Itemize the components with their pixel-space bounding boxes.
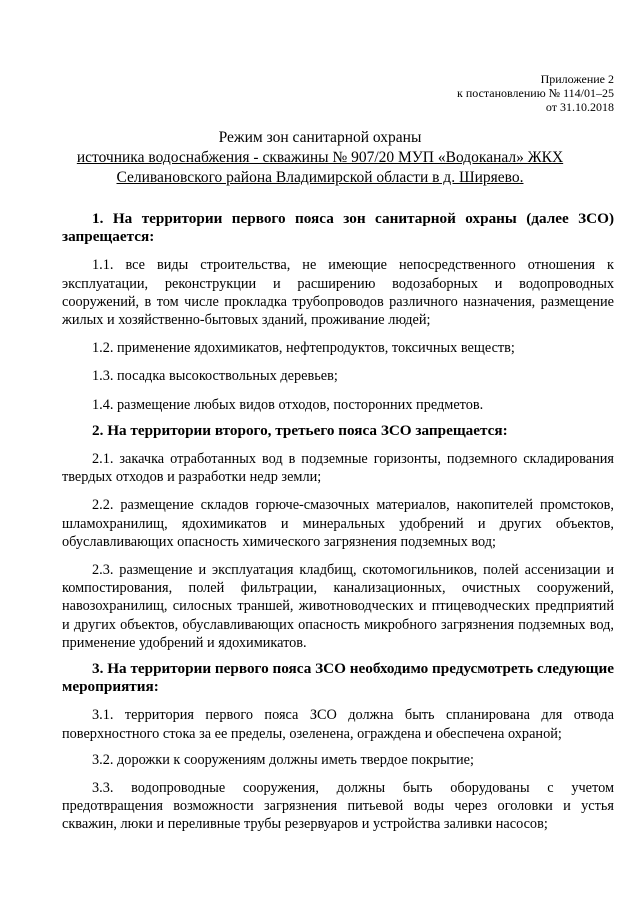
section-2-item-1: 2.1. закачка отработанных вод в подземные горизонты, подземного складирования твердых отходов и разработки недр земли; [62, 451, 614, 486]
section-1-item-2: 1.2. применение ядохимикатов, нефтепродуктов, токсичных веществ; [92, 340, 515, 357]
appendix-label: Приложение 2 [540, 72, 614, 86]
appendix-note [457, 72, 614, 114]
section-1-heading: 1. На территории первого пояса зон санитарной охраны (далее ЗСО) запрещается: [62, 210, 614, 246]
section-2-item-3: 2.3. размещение и эксплуатация кладбищ, скотомогильников, полей ассенизации и компостирования, полей фильтрации, канализационных, очистных сооружений, навозохранилищ, силосных траншей, животноводческих и птицеводческих предприятий и других объектов, обуславливающих опасность микробного загрязнения подземных вод, применение удобрений и ядохимикатов. [62, 562, 614, 651]
title-line-1: Режим зон санитарной охраны [218, 129, 422, 146]
section-3-item-1: 3.1. территория первого пояса ЗСО должна быть спланирована для отвода поверхностного стока за ее пределы, озеленена, ограждена и обеспечена охраной; [62, 707, 614, 742]
appendix-date: от 31.10.2018 [545, 100, 614, 114]
title-line-3: Селивановского района Владимирской области в д. Ширяево. [116, 169, 524, 186]
section-3-heading: 3. На территории первого пояса ЗСО необходимо предусмотреть следующие мероприятия: [62, 660, 614, 696]
section-2-heading: 2. На территории второго, третьего пояса ЗСО запрещается: [92, 421, 508, 439]
section-1-item-4: 1.4. размещение любых видов отходов, посторонних предметов. [92, 396, 484, 413]
section-3-item-3: 3.3. водопроводные сооружения, должны быть оборудованы с учетом предотвращения возможности загрязнения питьевой воды через оголовки и устья скважин, люки и переливные трубы резервуаров и устройства заливки насосов; [62, 780, 614, 833]
document-title [0, 128, 640, 188]
section-2-item-2: 2.2. размещение складов горюче-смазочных материалов, накопителей промстоков, шламохранилищ, ядохимикатов и минеральных удобрений и других объектов, обуславливающих опасность химического загрязнения подземных вод; [62, 497, 614, 550]
title-line-2: источника водоснабжения - скважины № 907/20 МУП «Водоканал» ЖКХ [76, 149, 564, 166]
section-3-item-2: 3.2. дорожки к сооружениям должны иметь твердое покрытие; [92, 751, 474, 768]
appendix-resolution: к постановлению № 114/01–25 [457, 86, 614, 100]
section-1-item-1: 1.1. все виды строительства, не имеющие непосредственного отношения к эксплуатации, реконструкции и расширению водозаборных и водопроводных сооружений, в том числе прокладка трубопроводов различного назначения, размещение жилых и хозяйственно-бытовых зданий, проживание людей; [62, 257, 614, 329]
document-body [62, 210, 614, 834]
section-1-item-3: 1.3. посадка высокоствольных деревьев; [92, 368, 338, 385]
